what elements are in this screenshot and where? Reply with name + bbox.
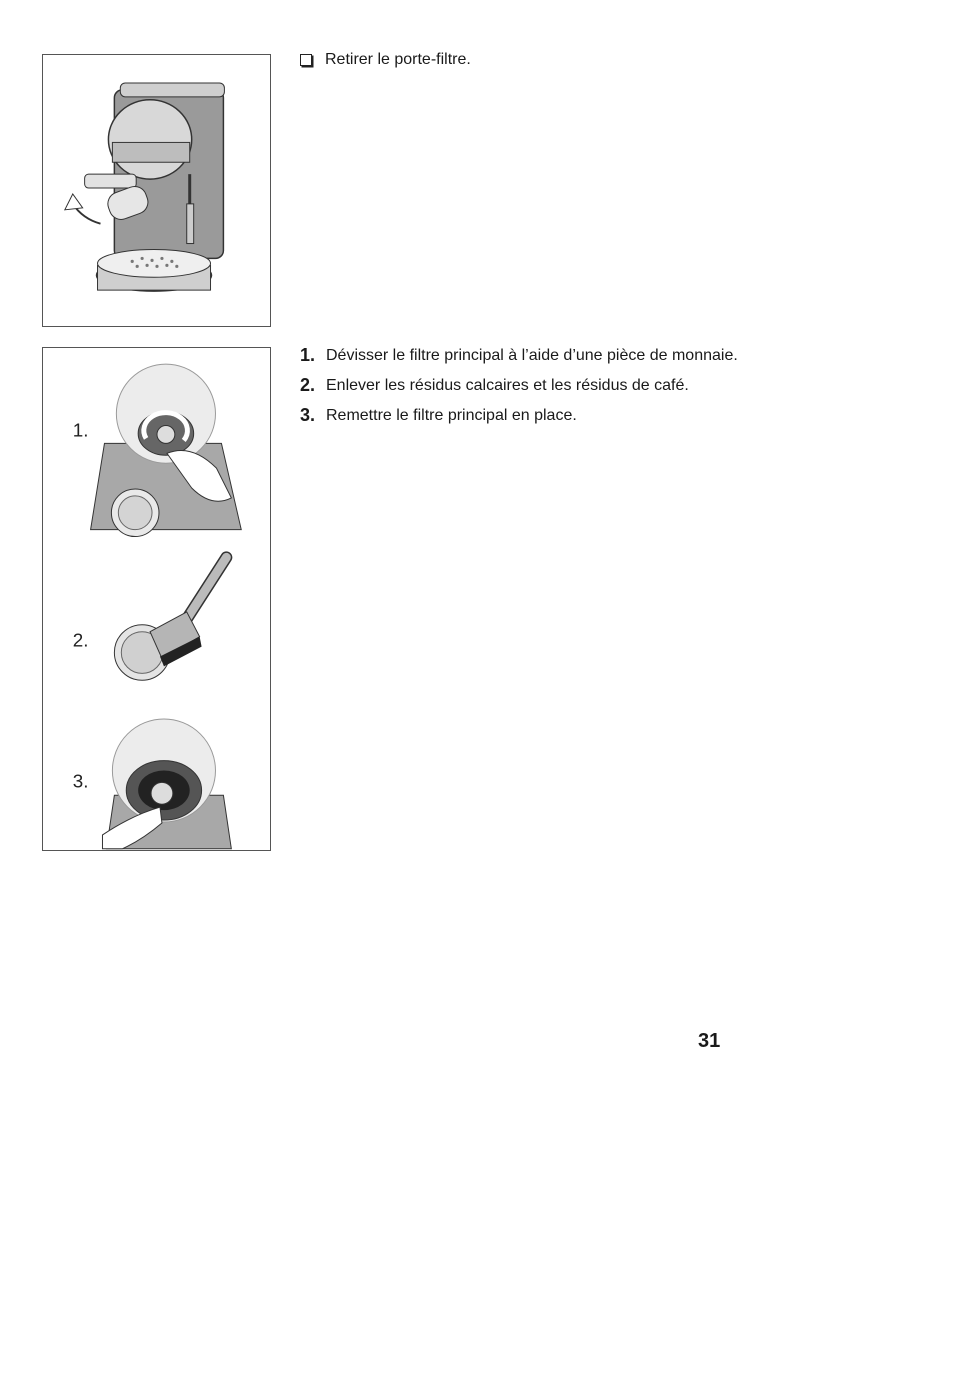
checkbox-bullet-icon [300,54,312,66]
steps-list [300,344,740,434]
step-item-1 [300,344,740,367]
step-item-3 [300,404,740,427]
step-text: Enlever les résidus calcaires et les résidus de café. [326,377,689,394]
figure-label-2: 2. [72,629,89,651]
machine-illustration [42,54,271,327]
filter-steps-drawing [43,348,270,850]
espresso-machine-drawing [43,55,270,326]
step-number: 3. [300,405,316,425]
step-item-2 [300,374,740,397]
step-number: 2. [300,375,316,395]
step-number: 1. [300,345,316,365]
intro-instruction [300,48,471,71]
figure-label-3: 3. [72,770,89,792]
figure-label-1: 1. [72,419,89,441]
intro-text: Retirer le porte-filtre. [325,51,471,68]
step-text: Remettre le filtre principal en place. [326,407,577,424]
filter-steps-illustration [42,347,271,851]
step-text: Dévisser le filtre principal à l’aide d’une pièce de monnaie. [326,347,738,364]
page-number: 31 [698,1030,721,1052]
